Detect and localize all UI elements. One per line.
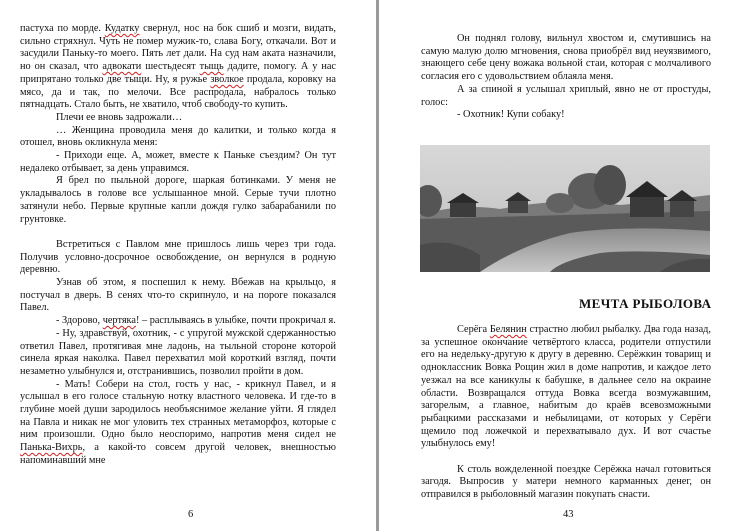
right-page-top-text <box>421 33 711 122</box>
paragraph: Встретиться с Павлом мне пришлось лишь через три года. Получив условно-досрочное освобождение, он вернулся в родную деревню. <box>20 238 336 276</box>
paragraph: Плечи ее вновь задрожали… <box>56 111 183 123</box>
paragraph-gap <box>421 451 711 464</box>
spellcheck-flagged-word: Кудатку <box>104 23 140 34</box>
paragraph: … Женщина проводила меня до калитки, и только когда я отошел, вновь окликнула меня: <box>20 124 336 149</box>
left-page-text <box>20 23 336 468</box>
spellcheck-flagged-word: адвокати <box>102 61 142 73</box>
paragraph: - Здорово, чертяка! – расплываясь в улыбке, почти прокричал я. <box>56 315 336 327</box>
spellcheck-flagged-word: Белянин <box>489 324 527 335</box>
left-page <box>0 0 376 531</box>
paragraph: - Приходи еще. А, может, вместе к Паньке съездим? Он тут недалеко отбывает, за день управимся. <box>20 150 336 174</box>
paragraph: А за спиной я услышал хриплый, явно не от простуды, голос: <box>421 83 711 108</box>
paragraph: Он поднял голову, вильнул хвостом и, смутившись на самую малую долю мгновения, снова приобрёл вид неуязвимого, знающего себе цену вожака вольной стаи, которая с молчаливого согласия его с удовольствием облаяла меня. <box>421 33 711 83</box>
left-page-number: 6 <box>188 509 194 520</box>
spellcheck-flagged-word: Панька-Вихрь <box>20 442 83 454</box>
right-page <box>379 0 754 531</box>
paragraph: - Мать! Собери на стол, гость у нас, - крикнул Павел, и я услышал в его голосе стальную нотку властного человека. И где-то в глубине моей души зародилось необъяснимое желание уйти. Я глядел на Павла и никак не мог уловить тех странных метаморфоз, которые с ним произошли. Одно было неоспоримо, напротив меня сидел не Панька-Вихрь, а какой-то совсем другой человек, внешностью напоминавший мне <box>20 378 336 466</box>
paragraph: - Ну, здравствуй, охотник, - с упругой мужской сдержанностью ответил Павел, протягивая мне ладонь, на тыльной стороне которой синела яркая наколка. Павел перехватил мой короткий взгляд, почти незаметно улыбнулся и, отстранившись, позволил пройти в дом. <box>20 327 336 377</box>
paragraph: пастуха по морде. Кудатку свернул, нос на бок сшиб и мозги, видать, сильно стряхнул. Чуть не помер мужик-то, слава Богу, откачали. Вот и засудили Паньку-то моего. Пять лет дали. На суд нам аката назначили, но он сказал, что адвокати шестьдесят тыщь дадите, помогу. А у нас припрятано только две тыщи. Ну, я ружье зволкое продала, коровку на мясо, да и так, по мелочи. Все распродала, набралось только пятнадцать. Стало быть, не хватило, чтоб свободу-то купить. <box>20 23 337 111</box>
right-page-bottom-text <box>421 324 711 502</box>
paragraph-gap <box>20 226 336 239</box>
village-river-photo <box>420 145 710 272</box>
paragraph: Я брел по пыльной дороге, шаркая ботинками. У меня не укладывалось в голове все услышанное мной. Серые тучи плотно затянули небо. Первые крупные капли дождя гулко забарабанили по грунтовке. <box>20 175 336 225</box>
paragraph: - Охотник! Купи собаку! <box>457 109 565 121</box>
paragraph: Узнав об этом, я поспешил к нему. Вбежав на крыльцо, я постучал в дверь. В сенях что-то скрипнуло, и на пороге показался Павел. <box>20 277 336 314</box>
right-page-number: 43 <box>563 509 574 520</box>
paragraph: К столь вожделенной поездке Серёжка начал готовиться загодя. Выпросив у матери немного карманных денег, он отправился в рыболовный магазин покупать снасти. <box>421 463 711 501</box>
paragraph: Серёга Белянин страстно любил рыбалку. Два года назад, за успешное окончание четвёртого класса, родители отпустили его на недельку-другую к другу в деревню. Серёжкин товарищ и одноклассник Вовка Рощин жил в доме напротив, и каждое лето уезжал на все каникулы к бабушке, в дальнее село на окраине области. Возвращался оттуда Вовка всегда возмужавшим, загорелым, а главное, набитым до краёв всевозможными рыбацкими рассказами и небылицами, от которых у Серёги щемило под ложечкой и перехватывало дух. И вот счастье улыбнулось ему! <box>421 324 711 450</box>
spellcheck-flagged-word: чертяка <box>102 315 136 327</box>
story-title: МЕЧТА РЫБОЛОВА <box>579 296 712 311</box>
spellcheck-flagged-word: зволкое <box>210 73 244 85</box>
spellcheck-flagged-word: тыщь <box>199 61 224 73</box>
